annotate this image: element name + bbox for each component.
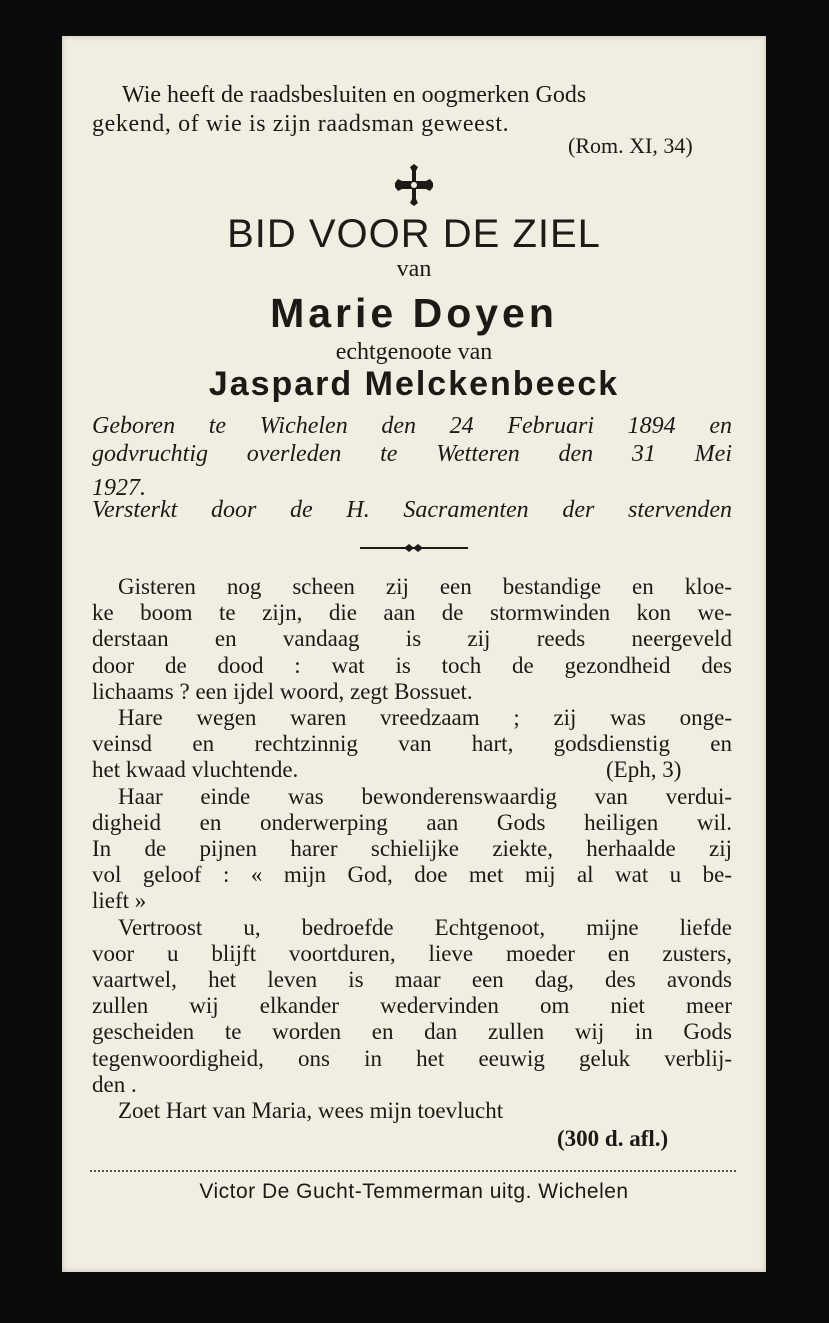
cross-icon: [62, 162, 766, 212]
publisher-footer: Victor De Gucht-Temmerman uitg. Wichelen: [199, 1180, 629, 1203]
sacraments-line: Versterkt door de H. Sacramenten der stervenden: [92, 497, 732, 523]
eulogy-line: den .: [92, 1071, 137, 1097]
deceased-name: Marie Doyen: [270, 290, 558, 336]
eulogy-line: vol geloof : « mijn God, doe met mij al wat u be-: [92, 862, 732, 888]
dotted-divider: [90, 1170, 736, 1172]
eulogy-line: het kwaad vluchtende.: [92, 757, 299, 783]
eulogy-line: Hare wegen waren vreedzaam ; zij was onge-: [118, 705, 732, 730]
eulogy-line: derstaan en vandaag is zij reeds neergeveld: [92, 626, 732, 652]
eulogy-line: Zoet Hart van Maria, wees mijn toevlucht: [118, 1098, 504, 1123]
divider-ornament: [62, 536, 766, 564]
death-line: godvruchtig overleden te Wetteren den 31 Mei: [92, 441, 732, 467]
memorial-card: [62, 36, 766, 1272]
eulogy-line: lieft »: [92, 888, 147, 914]
scripture-quote-line-2: gekend, of wie is zijn raadsman geweest.: [92, 111, 510, 137]
eulogy-line: tegenwoordigheid, ons in het eeuwig geluk verblij-: [92, 1045, 732, 1071]
eulogy-line: Vertroost u, bedroefde Echtgenoot, mijne liefde: [118, 914, 732, 940]
eulogy-line: Haar einde was bewonderenswaardig van verdui-: [118, 783, 732, 809]
eulogy-line: In de pijnen harer schielijke ziekte, herhaalde zij: [92, 836, 732, 861]
eulogy-line: veinsd en rechtzinnig van hart, godsdienstig en: [92, 731, 732, 757]
spouse-prefix: echtgenoote van: [335, 339, 493, 365]
scripture-reference-eph: (Eph, 3): [606, 757, 682, 783]
scripture-quote-line-1: Wie heeft de raadsbesluiten en oogmerken Gods: [122, 82, 587, 108]
eulogy-line: digheid en onderwerping aan Gods heiligen wil.: [92, 809, 732, 835]
eulogy-line: door de dood : wat is toch de gezondheid des: [92, 652, 732, 678]
eulogy-line: zullen wij elkander wedervinden om niet meer: [92, 993, 732, 1019]
birth-line: Geboren te Wichelen den 24 Februari 1894 en: [92, 413, 732, 439]
scripture-reference: (Rom. XI, 34): [568, 133, 693, 158]
eulogy-line: ke boom te zijn, die aan de stormwinden kon we-: [92, 600, 732, 626]
indulgence-note: (300 d. afl.): [557, 1126, 669, 1152]
page-title: BID VOOR DE ZIEL: [227, 212, 601, 256]
eulogy-line: voor u blijft voortduren, lieve moeder en zusters,: [92, 940, 732, 966]
eulogy-line: Gisteren nog scheen zij een bestandige en kloe-: [118, 574, 732, 599]
van-label: van: [396, 256, 432, 282]
death-year: 1927.: [92, 475, 146, 501]
eulogy-line: vaartwel, het leven is maar een dag, des avonds: [92, 967, 732, 992]
spouse-name: Jaspard Melckenbeeck: [208, 365, 620, 403]
eulogy-line: gescheiden te worden en dan zullen wij in Gods: [92, 1019, 732, 1045]
eulogy-line: lichaams ? een ijdel woord, zegt Bossuet.: [92, 678, 473, 704]
